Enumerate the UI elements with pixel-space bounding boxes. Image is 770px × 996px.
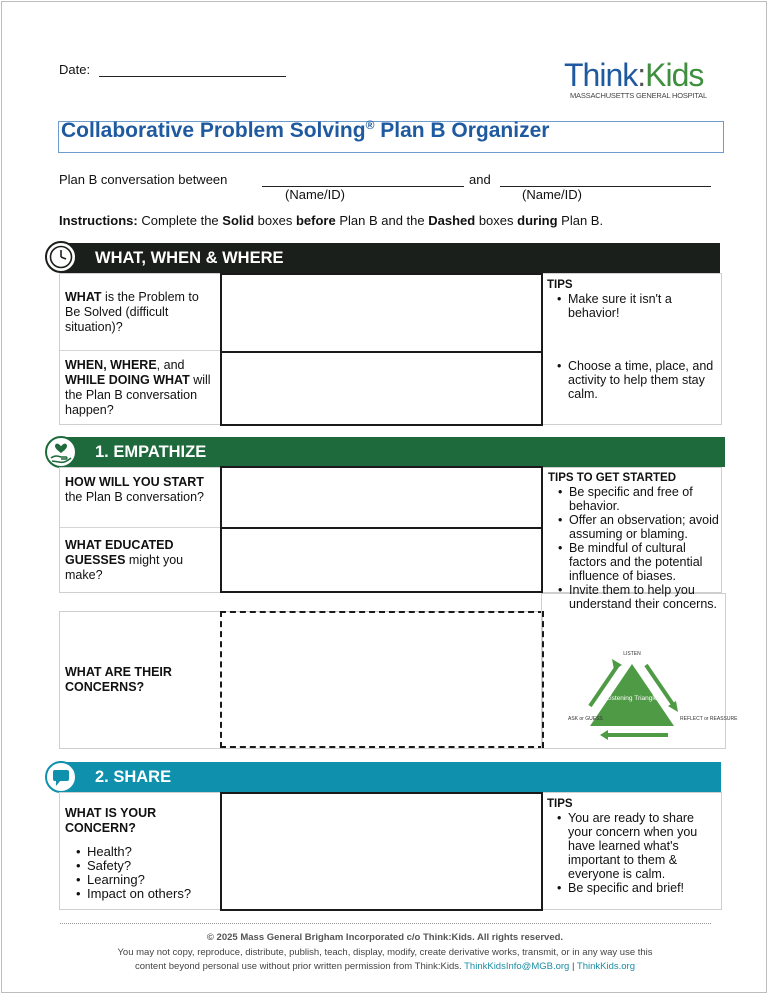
instr-p4: boxes bbox=[475, 213, 518, 228]
name-id-caption-1: (Name/ID) bbox=[285, 187, 345, 202]
section-empathize-bar bbox=[60, 437, 725, 467]
concerns-question: WHAT ARE THEIR CONCERNS? bbox=[65, 665, 172, 694]
footer-line-3 bbox=[0, 961, 770, 972]
when-where-question bbox=[65, 358, 215, 418]
instr-p5: Plan B. bbox=[557, 213, 604, 228]
concern-bullet-safety: • Safety? bbox=[76, 859, 216, 873]
www-tips-title: TIPS bbox=[547, 279, 573, 291]
triangle-top-label: LISTEN bbox=[623, 651, 641, 657]
guesses-q-rest: might you make? bbox=[65, 553, 184, 582]
section-empathize-title: 1. EMPATHIZE bbox=[95, 443, 207, 461]
title-end: Plan B Organizer bbox=[374, 119, 550, 142]
when-q-bold2: WHILE DOING WHAT bbox=[65, 373, 190, 387]
instr-before: before bbox=[295, 213, 336, 228]
empathize-tips bbox=[548, 471, 720, 611]
what-divider bbox=[60, 350, 220, 351]
guesses-q-bold: WHAT EDUCATED GUESSES bbox=[65, 538, 174, 567]
title-main: Collaborative Problem Solving bbox=[61, 119, 366, 142]
section-what-when-where-bar bbox=[60, 243, 720, 273]
arrow-bottom-head bbox=[600, 730, 608, 740]
empathize-tip-3: • Be mindful of cultural factors and the potential influence of biases. bbox=[558, 541, 720, 583]
start-question bbox=[65, 475, 210, 505]
instr-during: during bbox=[517, 213, 558, 228]
speech-bubble-icon bbox=[45, 761, 77, 793]
empathize-tip-1: • Be specific and free of behavior. bbox=[558, 485, 720, 513]
www-tip-1: • Make sure it isn't a behavior! bbox=[557, 292, 717, 320]
heart-hand-icon bbox=[45, 436, 77, 468]
footer-line-2: You may not copy, reproduce, distribute, publish, teach, display, modify, create derivative works, transmit, or in any way use this bbox=[117, 947, 653, 958]
share-answer-box[interactable] bbox=[220, 792, 543, 911]
triangle-left-label: ASK or GUESS bbox=[568, 716, 603, 722]
instructions-label: Instructions: bbox=[59, 213, 138, 228]
thinkkids-logo bbox=[564, 58, 703, 92]
guesses-question bbox=[65, 538, 210, 583]
instr-dashed: Dashed bbox=[428, 213, 476, 228]
www-tips-2 bbox=[557, 359, 717, 401]
concern-bullet-learning: • Learning? bbox=[76, 873, 216, 887]
instr-p3: Plan B and the bbox=[335, 213, 429, 228]
www-tips bbox=[547, 278, 717, 320]
logo-think: Think bbox=[564, 57, 638, 93]
when-q-rest: will the Plan B conversation happen? bbox=[65, 373, 211, 417]
what-answer-box[interactable] bbox=[220, 273, 543, 353]
concern-bullets bbox=[76, 845, 216, 901]
empathize-tips-title: TIPS TO GET STARTED bbox=[548, 472, 676, 484]
when-q-mid: , and bbox=[156, 358, 185, 372]
title-registered: ® bbox=[365, 118, 375, 132]
instructions bbox=[59, 213, 603, 228]
when-q-bold1: WHEN, WHERE bbox=[65, 358, 157, 372]
empathize-tip-2: • Offer an observation; avoid assuming or blaming. bbox=[558, 513, 720, 541]
date-field[interactable] bbox=[99, 76, 286, 77]
footer-copyright: © 2025 Mass General Brigham Incorporated c/o Think:Kids. All rights reserved. bbox=[206, 932, 564, 943]
start-q-rest: the Plan B conversation? bbox=[65, 490, 204, 504]
listening-triangle bbox=[566, 648, 738, 740]
what-q-bold: WHAT bbox=[65, 290, 102, 304]
logo-subtitle: MASSACHUSETTS GENERAL HOSPITAL bbox=[570, 91, 707, 100]
share-tips-title: TIPS bbox=[547, 798, 573, 810]
empathize-divider bbox=[60, 527, 220, 528]
page-title bbox=[61, 118, 549, 143]
share-tips bbox=[547, 797, 719, 895]
logo-colon: : bbox=[637, 57, 646, 93]
what-question bbox=[65, 290, 215, 335]
footer-divider bbox=[60, 923, 711, 924]
www-tip-2: • Choose a time, place, and activity to help them stay calm. bbox=[557, 359, 717, 401]
section-what-when-where-title: WHAT, WHEN & WHERE bbox=[95, 249, 284, 267]
concerns-answer-box[interactable] bbox=[220, 611, 544, 748]
footer-line-3-text: content beyond personal use without prior written permission from Think:Kids. bbox=[134, 961, 462, 972]
concern-bullet-health: • Health? bbox=[76, 845, 216, 859]
footer-site-link[interactable]: ThinkKids.org bbox=[576, 961, 636, 972]
conversation-label: Plan B conversation between bbox=[59, 172, 228, 187]
start-answer-box[interactable] bbox=[220, 466, 543, 529]
logo-kids: Kids bbox=[645, 57, 704, 93]
concern-question: WHAT IS YOUR CONCERN? bbox=[65, 806, 157, 835]
name-id-caption-2: (Name/ID) bbox=[522, 187, 582, 202]
triangle-right-label: REFLECT or REASSURE bbox=[680, 716, 738, 722]
section-share-title: 2. SHARE bbox=[95, 768, 172, 786]
date-label: Date: bbox=[59, 62, 91, 77]
share-tip-2: • Be specific and brief! bbox=[557, 881, 719, 895]
instr-solid: Solid bbox=[222, 213, 255, 228]
section-share-bar bbox=[60, 762, 721, 792]
triangle-center-label: Listening Triangle bbox=[606, 695, 658, 702]
clock-icon bbox=[45, 241, 77, 273]
footer-separator: | bbox=[569, 961, 577, 972]
when-where-answer-box[interactable] bbox=[220, 351, 543, 426]
start-q-bold: HOW WILL YOU START bbox=[65, 475, 204, 489]
guesses-answer-box[interactable] bbox=[220, 527, 543, 593]
instr-p2: boxes bbox=[254, 213, 296, 228]
concern-bullet-impact: • Impact on others? bbox=[76, 887, 216, 901]
footer-email-link[interactable]: ThinkKidsInfo@MGB.org bbox=[464, 961, 570, 972]
empathize-tip-4: • Invite them to help you understand their concerns. bbox=[558, 583, 720, 611]
share-tip-1: • You are ready to share your concern when you have learned what's important to them & everyone is calm. bbox=[557, 811, 719, 881]
what-q-rest: is the Problem to Be Solved (difficult situation)? bbox=[65, 290, 199, 334]
instr-p1: Complete the bbox=[137, 213, 223, 228]
conversation-and: and bbox=[469, 172, 491, 187]
